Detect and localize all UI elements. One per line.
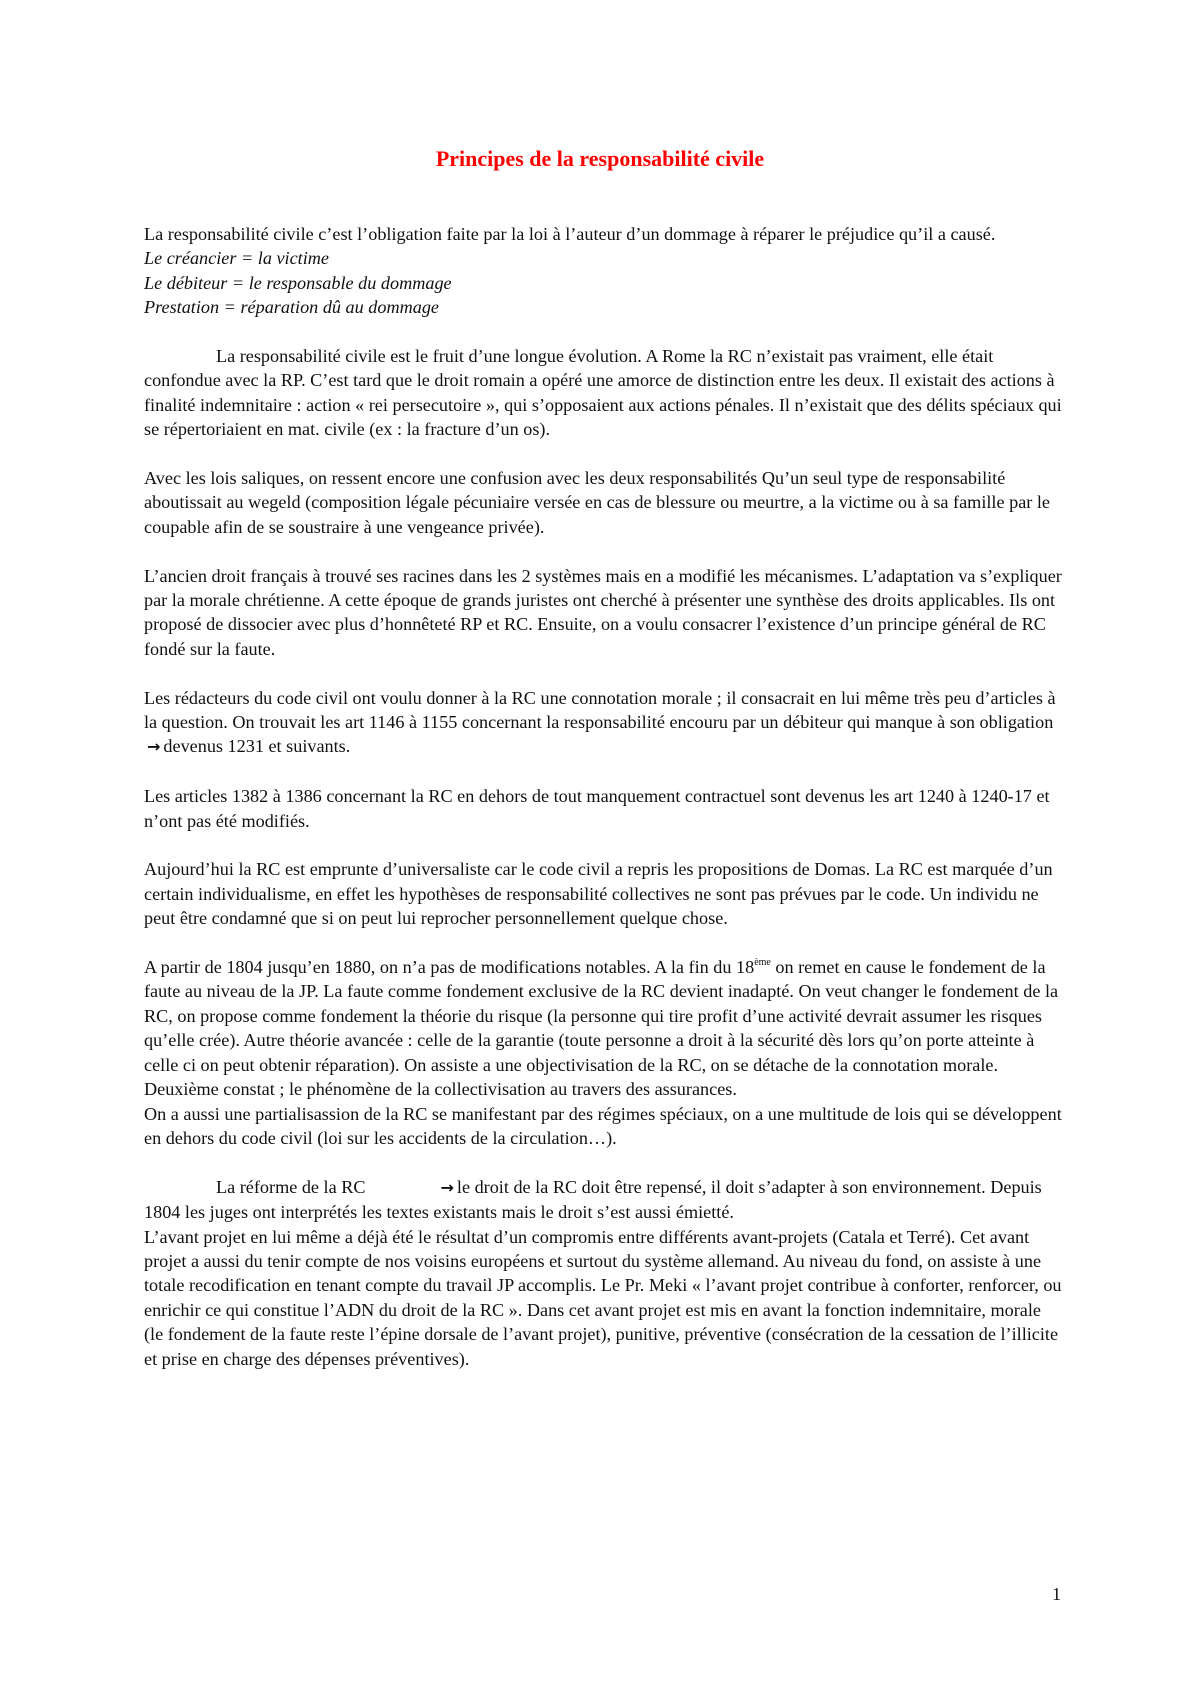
paragraph-redacteurs-text: Les rédacteurs du code civil ont voulu donner à la RC une connotation morale ; il consacrait en lui même très peu d’articles à la question. On trouvait les art 1146 à 1155 concernant la responsabilité encouru par un débiteur qui manque à son obligation <box>144 687 1056 733</box>
definition-paragraph: La responsabilité civile c’est l’obligation faite par la loi à l’auteur d’un dommage à réparer le préjudice qu’il a causé. <box>144 224 996 244</box>
paragraph-reforme-text: La réforme de la RC <box>216 1176 366 1197</box>
definition-item: Le débiteur = le responsable du dommage <box>144 272 452 293</box>
page-title: Principes de la responsabilité civile <box>435 146 765 171</box>
paragraph-history: La responsabilité civile est le fruit d’une longue évolution. A Rome la RC n’existait pas vraiment, elle était confondue avec la RP. C’est tard que le droit romain a opéré une amorce de distinction entre les deux. Il existait des actions à finalité indemnitaire : action « rei persecutoire », qui s’opposaient aux actions pénales. Il n’existait que des délits spéciaux qui se répertoriaient en mat. civile (ex : la fracture d’un os). <box>144 346 1062 440</box>
page-number: 1 <box>1052 1584 1062 1604</box>
paragraph-lois-saliques: Avec les lois saliques, on ressent encore une confusion avec les deux responsabilités Qu’un seul type de responsabilité aboutissait au wegeld (composition légale pécuniaire versée en cas de blessure ou meurtre, a la victime ou à sa famille par le coupable afin de se soustraire à une vengeance privée). <box>144 468 1050 537</box>
paragraph-articles: Les articles 1382 à 1386 concernant la RC en dehors de tout manquement contractuel sont devenus les art 1240 à 1240-17 et n’ont pas été modifiés. <box>144 786 1050 831</box>
paragraph-1804 <box>144 955 1064 1077</box>
paragraph-reforme-text-end: le droit de la RC doit être repensé, il doit s’adapter à son environnement. Depuis 1804 les juges ont interprétés les textes existants mais le droit s’est aussi émietté. <box>144 1176 1042 1223</box>
document-body <box>144 222 1064 1371</box>
paragraph-partialisassion: On a aussi une partialisassion de la RC se manifestant par des régimes spéciaux, on a une multitude de lois qui se développent en dehors du code civil (loi sur les accidents de la circulation…). <box>144 1103 1062 1148</box>
arrow-right-icon: → <box>440 1177 454 1197</box>
paragraph-reforme <box>144 1175 1064 1225</box>
paragraph-1804-text-end: on remet en cause le fondement de la faute au niveau de la JP. La faute comme fondement exclusive de la RC devient inadapté. On veut changer le fondement de la RC, on propose comme fondement la théorie du risque (la personne qui tire profit d’une activité devrait assumer les risques qu’elle crée). Autre théorie avancée : celle de la garantie (toute personne a droit à la sécurité dès lors qu’on porte atteinte à celle ci on peut obtenir réparation). On assiste a une objectivisation de la RC, on se détache de la connotation morale. <box>144 957 1059 1075</box>
paragraph-1804-text: A partir de 1804 jusqu’en 1880, on n’a pas de modifications notables. A la fin du 18 <box>144 957 755 978</box>
definition-item: Prestation = réparation dû au dommage <box>144 297 440 318</box>
arrow-right-icon: → <box>147 737 161 757</box>
paragraph-aujourdhui: Aujourd’hui la RC est emprunte d’universaliste car le code civil a repris les propositions de Domas. La RC est marquée d’un certain individualisme, en effet les hypothèses de responsabilité collectives ne sont pas prévues par le code. Un individu ne peut être condamné que si on peut lui reprocher personnellement quelque chose. <box>144 859 1053 929</box>
paragraph-ancien-droit: L’ancien droit français à trouvé ses racines dans les 2 systèmes mais en a modifié les mécanismes. L’adaptation va s’expliquer par la morale chrétienne. A cette époque de grands juristes ont cherché à présenter une synthèse des droits applicables. Ils ont proposé de dissocier avec plus d’honnêteté RP et RC. Ensuite, on a voulu consacrer l’existence d’un principe général de RC fondé sur la faute. <box>144 565 1062 659</box>
paragraph-avant-projet: L’avant projet en lui même a déjà été le résultat d’un compromis entre différents avant-projets (Catala et Terré). Cet avant projet a aussi du tenir compte de nos voisins européens et surtout du système allemand. Au niveau du fond, on assiste à une totale recodification en tenant compte du travail JP accomplis. Le Pr. Meki « l’avant projet contribue à conforter, renforcer, ou enrichir ce qui constitue l’ADN du droit de la RC ». Dans cet avant projet est mis en avant la fonction indemnitaire, morale (le fondement de la faute reste l’épine dorsale de l’avant projet), punitive, préventive (consécration de la cessation de l’illicite et prise en charge des dépenses préventives). <box>144 1226 1062 1369</box>
paragraph-deuxieme-constat: Deuxième constat ; le phénomène de la collectivisation au travers des assurances. <box>144 1079 737 1100</box>
paragraph-redacteurs-text-end: devenus 1231 et suivants. <box>163 736 351 757</box>
definition-item: Le créancier = la victime <box>144 248 329 269</box>
paragraph-redacteurs <box>144 686 1064 760</box>
superscript-eme: ème <box>754 957 771 969</box>
